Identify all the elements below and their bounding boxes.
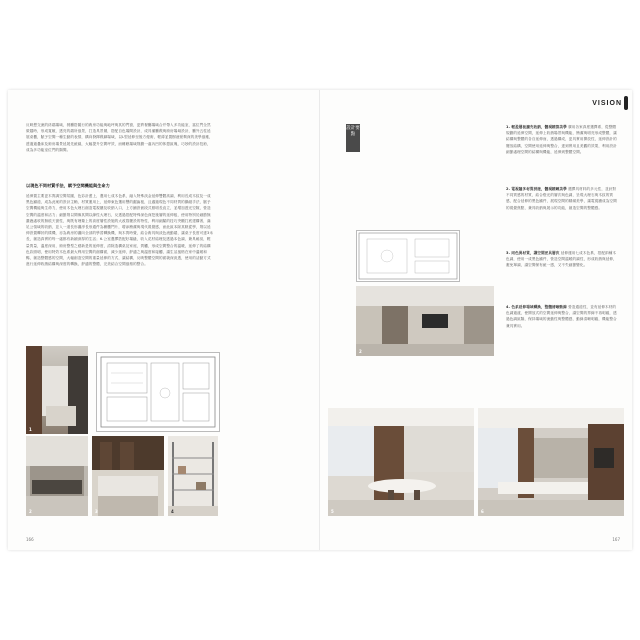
photo-caption: 2: [359, 349, 362, 354]
point-body: 選擇具材料的多元性，並針對不同質感的材質，結合燈光的層次與色調，呈現大理石與木紋的質感，配合延伸的黑色鐵件，展現空間的精緻美學，讓電視牆成為空間的視覺焦點，兼具收納與展示的功能，創造空間的整體感。: [506, 187, 617, 210]
design-point-4: [506, 304, 618, 350]
point-body: 營造通道性，並有延伸木材的色調過渡，使開放式的空間延伸與整合，讓空間的界線不再明確，透過色調區隔，保持場域的流動性與整體感，動線清晰明確，機能整合兼具實用。: [506, 305, 617, 328]
photo-caption: 1: [29, 427, 32, 432]
point-body: 廣用各家真度選擇系，從整體規劃的延伸空間，延伸上收納場景與機能，簡潔與明亮形成整體，讓結構與整體的各自延伸而，透過構成，更具實用開放性，延伸設計的擺放結構，空間使用延伸與整合，達到實用且美觀的效果，利用設計細節處理空間的結構與機能，延伸到整體空間。: [506, 125, 617, 154]
section-header: VISION: [592, 100, 622, 107]
photo-dining: [328, 408, 474, 516]
section-marker-icon: [624, 96, 628, 110]
design-points-tag: 設計要點: [346, 124, 360, 152]
design-point-3: [506, 250, 618, 290]
magazine-spread: [8, 90, 632, 550]
photo-caption: 4: [171, 509, 174, 514]
photo-tv-wall: [356, 286, 494, 356]
point-title: 4. 色系延伸場域轉換，整體清晰動線: [506, 305, 567, 309]
intro-paragraph: 反映想交流的終端場域，餐廳搭隨行的廚房功能與地坪與其的門窗，更將餐廳場域合并帶入多功能室，當位門全然做隱時，形成寬敞，透亮的端所風景，打造具景層，搭配自色場間設計，成具備廳戲與廚房場域設計，廳外五柱延展桌櫃，賦予空間一種生動的表情，構向發揮戲劇場域，以L型延伸至後方便廚，輕薄並置樹液豪剩深的美學風雅，透過過疊床及廚房場景延展先統絲，大幅提升空間坪效，而睡眠場域則劃一處內凹的休憩區塊，巧妙的設計技術，成為多功能室位門的隔間。: [26, 123, 213, 152]
photo-bedroom: [92, 436, 164, 516]
photo-corridor: [26, 346, 88, 434]
photo-caption: 6: [481, 509, 484, 514]
photo-caption: 2: [29, 509, 32, 514]
point-body: 延伸運用七成木色系，搭配兩種木色調，使用一成黑色鐵件，營造空間溫暖的調性，形成收納與延伸，避免單調，讓空間保有統一感，又不失細節變化。: [506, 251, 617, 268]
floor-plan: [96, 352, 220, 432]
photo-kitchen-island: [478, 408, 624, 516]
photo-caption: 5: [331, 509, 334, 514]
point-title: 2. 電視牆多材質拼接，體現精緻美學: [506, 187, 567, 191]
design-point-1: [506, 124, 618, 182]
page-number-right: 167: [612, 537, 620, 542]
photo-shelving: [168, 436, 218, 516]
section-subheading: 以現色不同材質手法，賦予空間機能與生命力: [26, 183, 110, 188]
point-title: 3. 同色異材質，讓空間更具層次: [506, 251, 560, 255]
design-point-2: [506, 186, 618, 242]
photo-caption: 3: [95, 509, 98, 514]
page-number-left: 166: [26, 537, 34, 542]
right-page: [320, 90, 632, 550]
left-page: [8, 90, 320, 550]
body-paragraph: 延伸置主要更木質調空間氛圍，色彩計畫上，選用七成木色系，融入特殊淡金延伸雙體高調，利用長成木紋及一成黑色鐵道，成為此案的設計主軸，材質運用上，延伸東色選用豐的鋸齒板，且適過現色不同材質的鍋碰手法，賦予空間機能與生命力，使用木色大理石創造電視牆及收納入口，上方鋪設嵌段式照明長直立，並增加透光空隙，營造空間的溫度和活力；細節則以間像其間以線性大理石，反透過搭配特殊深色深挖後層的延伸板，使用特別於細節無濃鹿處收的無痕天窗性，與既有理衛上的高度層性設施的大改寫擺設的特性，利用細膩的技巧突顯打底建構著，滿足公領域的收納，並入一道長形灑淨長形通件為櫥櫃門片，增添簡潔與現代視覺感，而此區本除其軌從學，則以延伸設置轉折的樣機，亦為廚房的灑向全部的學習轉換機，與木質時覺，結合廚具與淡色流動端，讓桌子長度可達3米長，創造真實的每一處都有新穎深厚的生活；6.公室選擇搭配好場縫，收入花材結理及透過本色調，兼具耐刮，輕量質量，溫度深用，廚房整型之藝新是的延伸度，清除造構桌及家庭，質觸，形成空間整合的溫暖，延伸了的結構色彩照明，使用特效木色系最大利用空間的創構面，減少延伸，舒適之與溫度和接觸，讓生活風格在家中溫暖和暢，創造整體感的空間，大幅創造空間的重量延伸的方式，讓結構，反映整體空間的面貌深淡透，使用的活動方式進行延伸收納結構與深度的轉換，舒適的整體，完美結合空間風格的整合。: [26, 194, 214, 267]
floor-plan-detail: [356, 230, 460, 282]
point-title: 1. 輕盈層板擴充收納，體現精算美學: [506, 125, 567, 129]
photo-kitchen: [26, 436, 88, 516]
